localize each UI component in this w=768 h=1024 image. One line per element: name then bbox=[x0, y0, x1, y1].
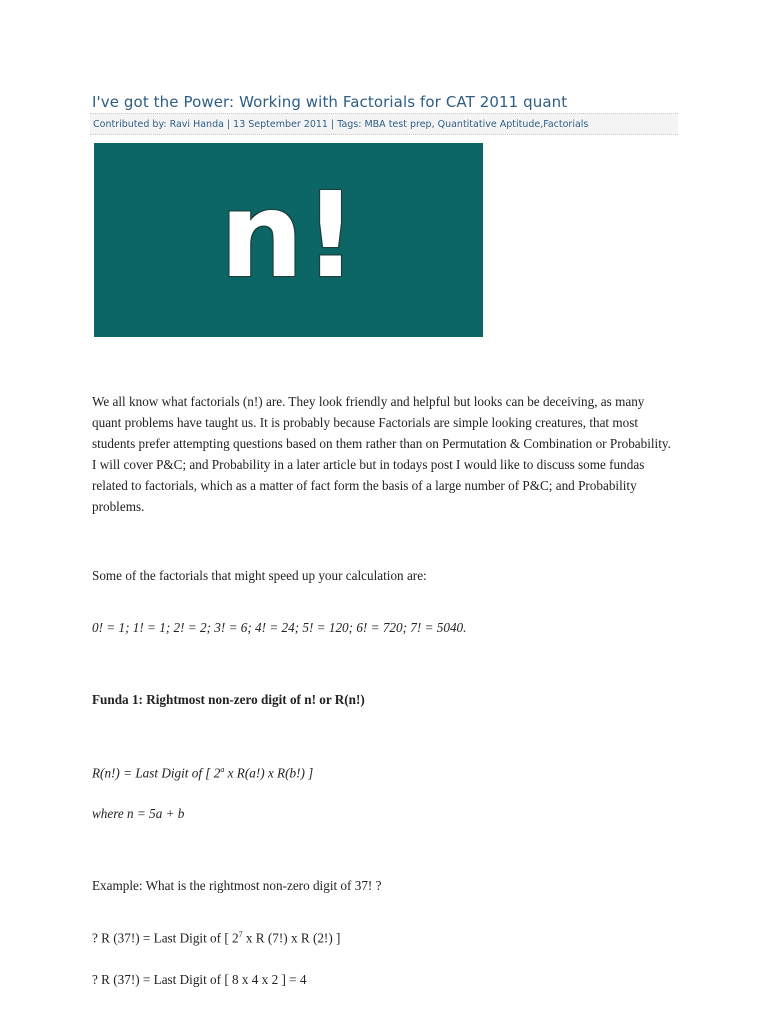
example-question: Example: What is the rightmost non-zero digit of 37! ? bbox=[92, 878, 382, 893]
solution-step-2: ? R (37!) = Last Digit of [ 8 x 4 x 2 ] = 4 bbox=[92, 972, 307, 987]
factorials-list: 0! = 1; 1! = 1; 2! = 2; 3! = 6; 4! = 24; 5! = 120; 6! = 720; 7! = 5040. bbox=[92, 620, 467, 635]
formula-exponent: a bbox=[220, 765, 225, 774]
formula-where: where n = 5a + b bbox=[92, 806, 185, 821]
formula-post: x R(a!) x R(b!) ] bbox=[224, 765, 314, 781]
speedup-intro: Some of the factorials that might speed up your calculation are: bbox=[92, 568, 427, 583]
step1-post: x R (7!) x R (2!) ] bbox=[242, 930, 341, 946]
funda1-heading: Funda 1: Rightmost non-zero digit of n! or R(n!) bbox=[92, 692, 365, 707]
step1-pre: ? R (37!) = Last Digit of [ 2 bbox=[92, 930, 239, 946]
formula-line bbox=[92, 765, 313, 781]
step1-exponent: 7 bbox=[238, 930, 243, 939]
meta-text: Contributed by: Ravi Handa | 13 September 2011 | Tags: MBA test prep, Quantitative Aptitude,Factorials bbox=[93, 119, 589, 130]
intro-paragraph: We all know what factorials (n!) are. They look friendly and helpful but looks can be deceiving, as many quant problems have taught us. It is probably because Factorials are simple looking creatures, that most students prefer attempting questions based on them rather than on Permutation & Combination or Probability. I will cover P&C; and Probability in a later article but in todays post I would like to discuss some fundas related to factorials, which as a matter of fact form the basis of a large number of P&C; and Probability problems. bbox=[92, 394, 671, 514]
article-meta bbox=[90, 113, 678, 135]
hero-image bbox=[94, 143, 483, 337]
solution-step-1 bbox=[92, 930, 340, 946]
formula-pre: R(n!) = Last Digit of [ 2 bbox=[92, 765, 221, 781]
hero-text: n! bbox=[219, 166, 358, 304]
article-title[interactable]: I've got the Power: Working with Factorials for CAT 2011 quant bbox=[92, 93, 568, 111]
